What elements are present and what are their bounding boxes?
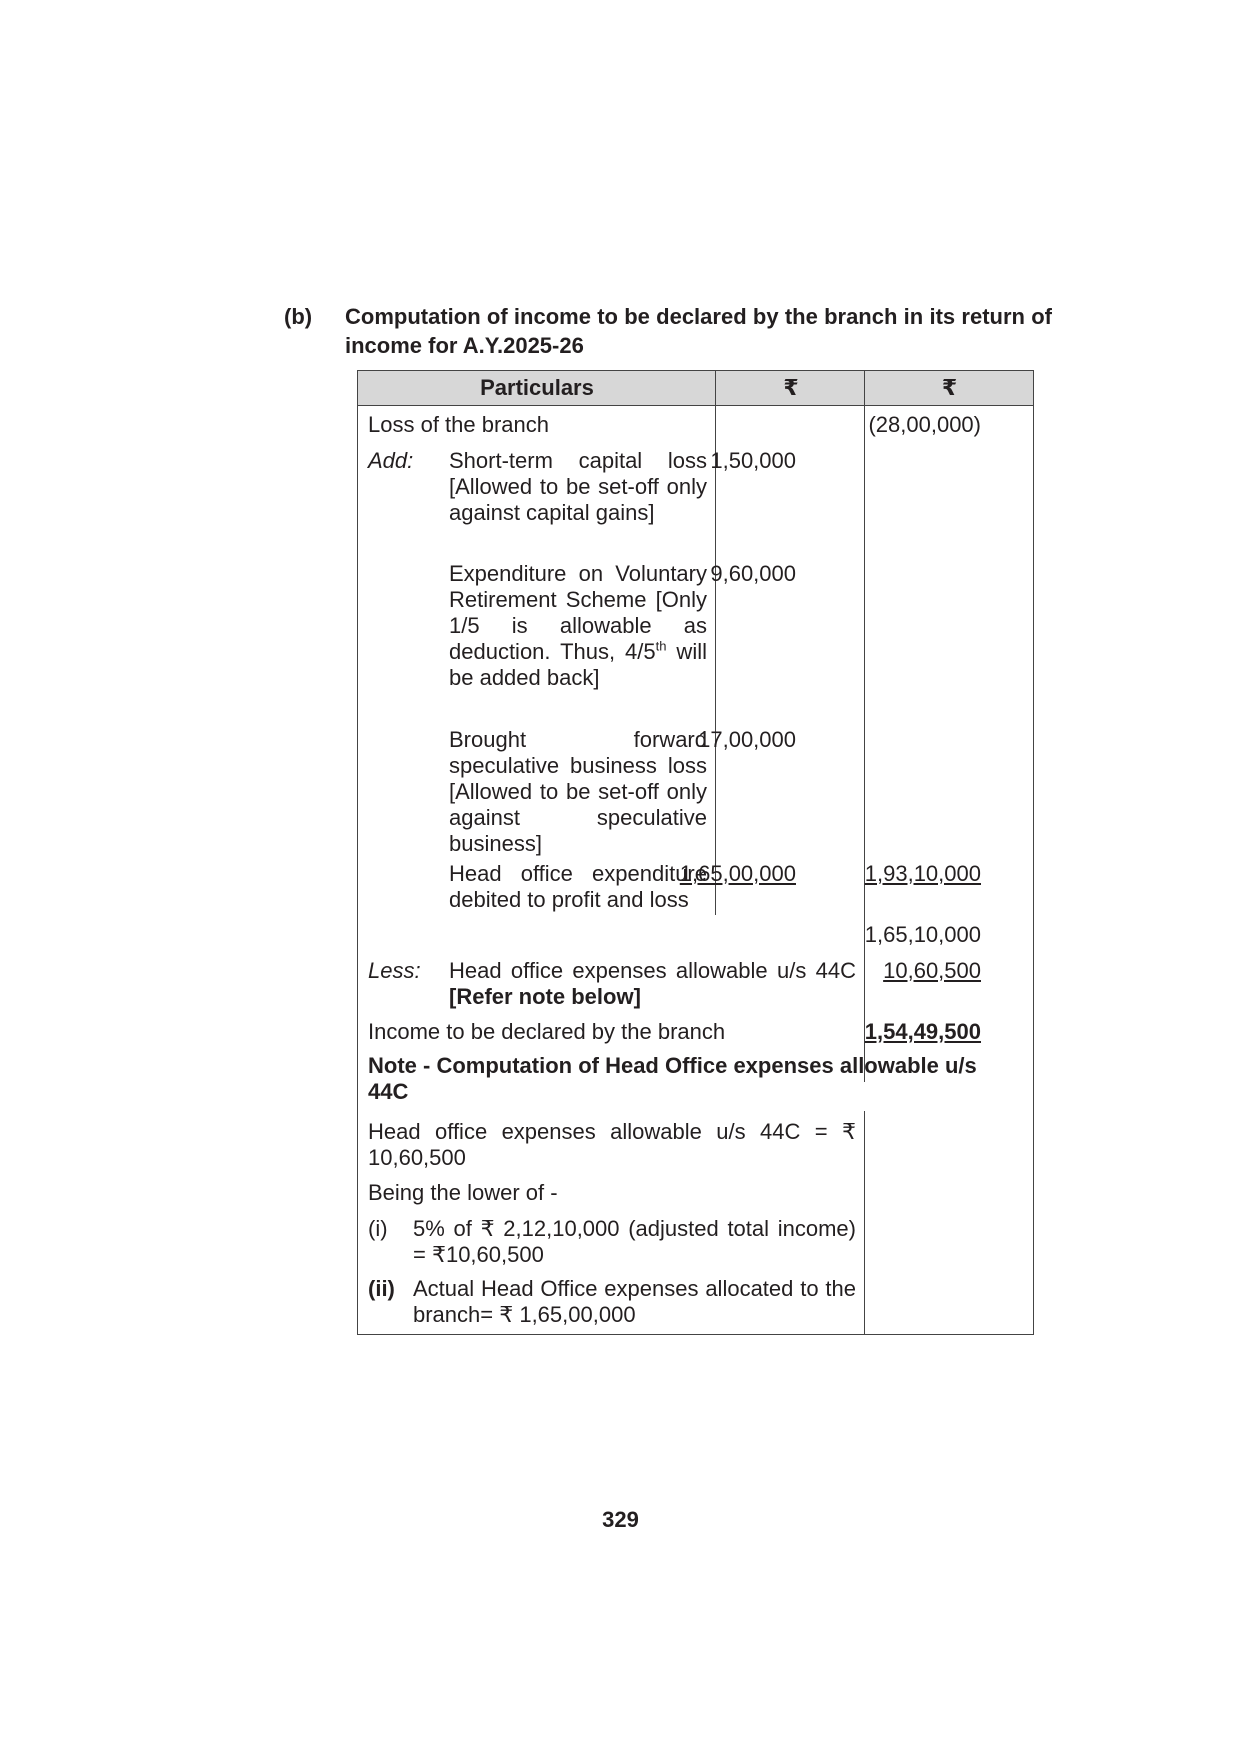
column-divider-2b	[864, 1111, 865, 1334]
add-item-amount: 9,60,000	[710, 561, 796, 586]
add-item-text: Expenditure on Voluntary Retirement Scheme [Only 1/5 is allowable as deduction. Thus, 4/5th will be added back]	[449, 561, 707, 690]
less-value: 10,60,500	[883, 958, 981, 983]
add-item-text: Brought forward speculative business loss [Allowed to be set-off only against speculative business]	[449, 727, 707, 856]
section-label: (b)	[284, 304, 313, 329]
add-item-amount: 17,00,000	[698, 727, 796, 752]
header-divider-2	[864, 370, 865, 405]
add-label: Add:	[368, 448, 414, 473]
page-number: 329	[602, 1507, 639, 1532]
note-item-number: (ii)	[368, 1276, 395, 1301]
column-divider-1	[715, 405, 716, 915]
add-item-text: Head office expenditure debited to profit and loss	[449, 861, 707, 912]
add-item-amount: 1,50,000	[710, 448, 796, 473]
less-label: Less:	[368, 958, 421, 983]
less-text: Head office expenses allowable u/s 44C [Refer note below]	[449, 958, 856, 1009]
note-heading: Note - Computation of Head Office expenses allowable u/s 44C	[368, 1053, 977, 1104]
note-line: Head office expenses allowable u/s 44C = ₹ 10,60,500	[368, 1119, 856, 1170]
subtotal: 1,65,10,000	[864, 922, 981, 947]
section-title: Computation of income to be declared by the branch in its return of income for A.Y.2025-26	[345, 304, 1052, 358]
loss-label: Loss of the branch	[368, 412, 550, 437]
header-amount-1: ₹	[783, 375, 799, 400]
add-item-text: Short-term capital loss [Allowed to be set-off only against capital gains]	[449, 448, 707, 525]
loss-value: (28,00,000)	[868, 412, 981, 437]
header-particulars: Particulars	[480, 375, 594, 400]
note-item-text: Actual Head Office expenses allocated to the branch= ₹ 1,65,00,000	[413, 1276, 856, 1327]
header-divider-1	[715, 370, 716, 405]
computation-table	[357, 370, 1034, 1335]
income-label: Income to be declared by the branch	[368, 1019, 726, 1044]
note-item-text: 5% of ₹ 2,12,10,000 (adjusted total income) = ₹10,60,500	[413, 1216, 856, 1267]
note-item-number: (i)	[368, 1216, 388, 1241]
header-amount-2: ₹	[941, 375, 958, 400]
table-header	[357, 370, 1034, 406]
add-total: 1,93,10,000	[864, 861, 981, 886]
add-item-amount: 1,65,00,000	[679, 861, 796, 886]
note-line: Being the lower of -	[368, 1180, 558, 1205]
income-value: 1,54,49,500	[864, 1019, 981, 1044]
